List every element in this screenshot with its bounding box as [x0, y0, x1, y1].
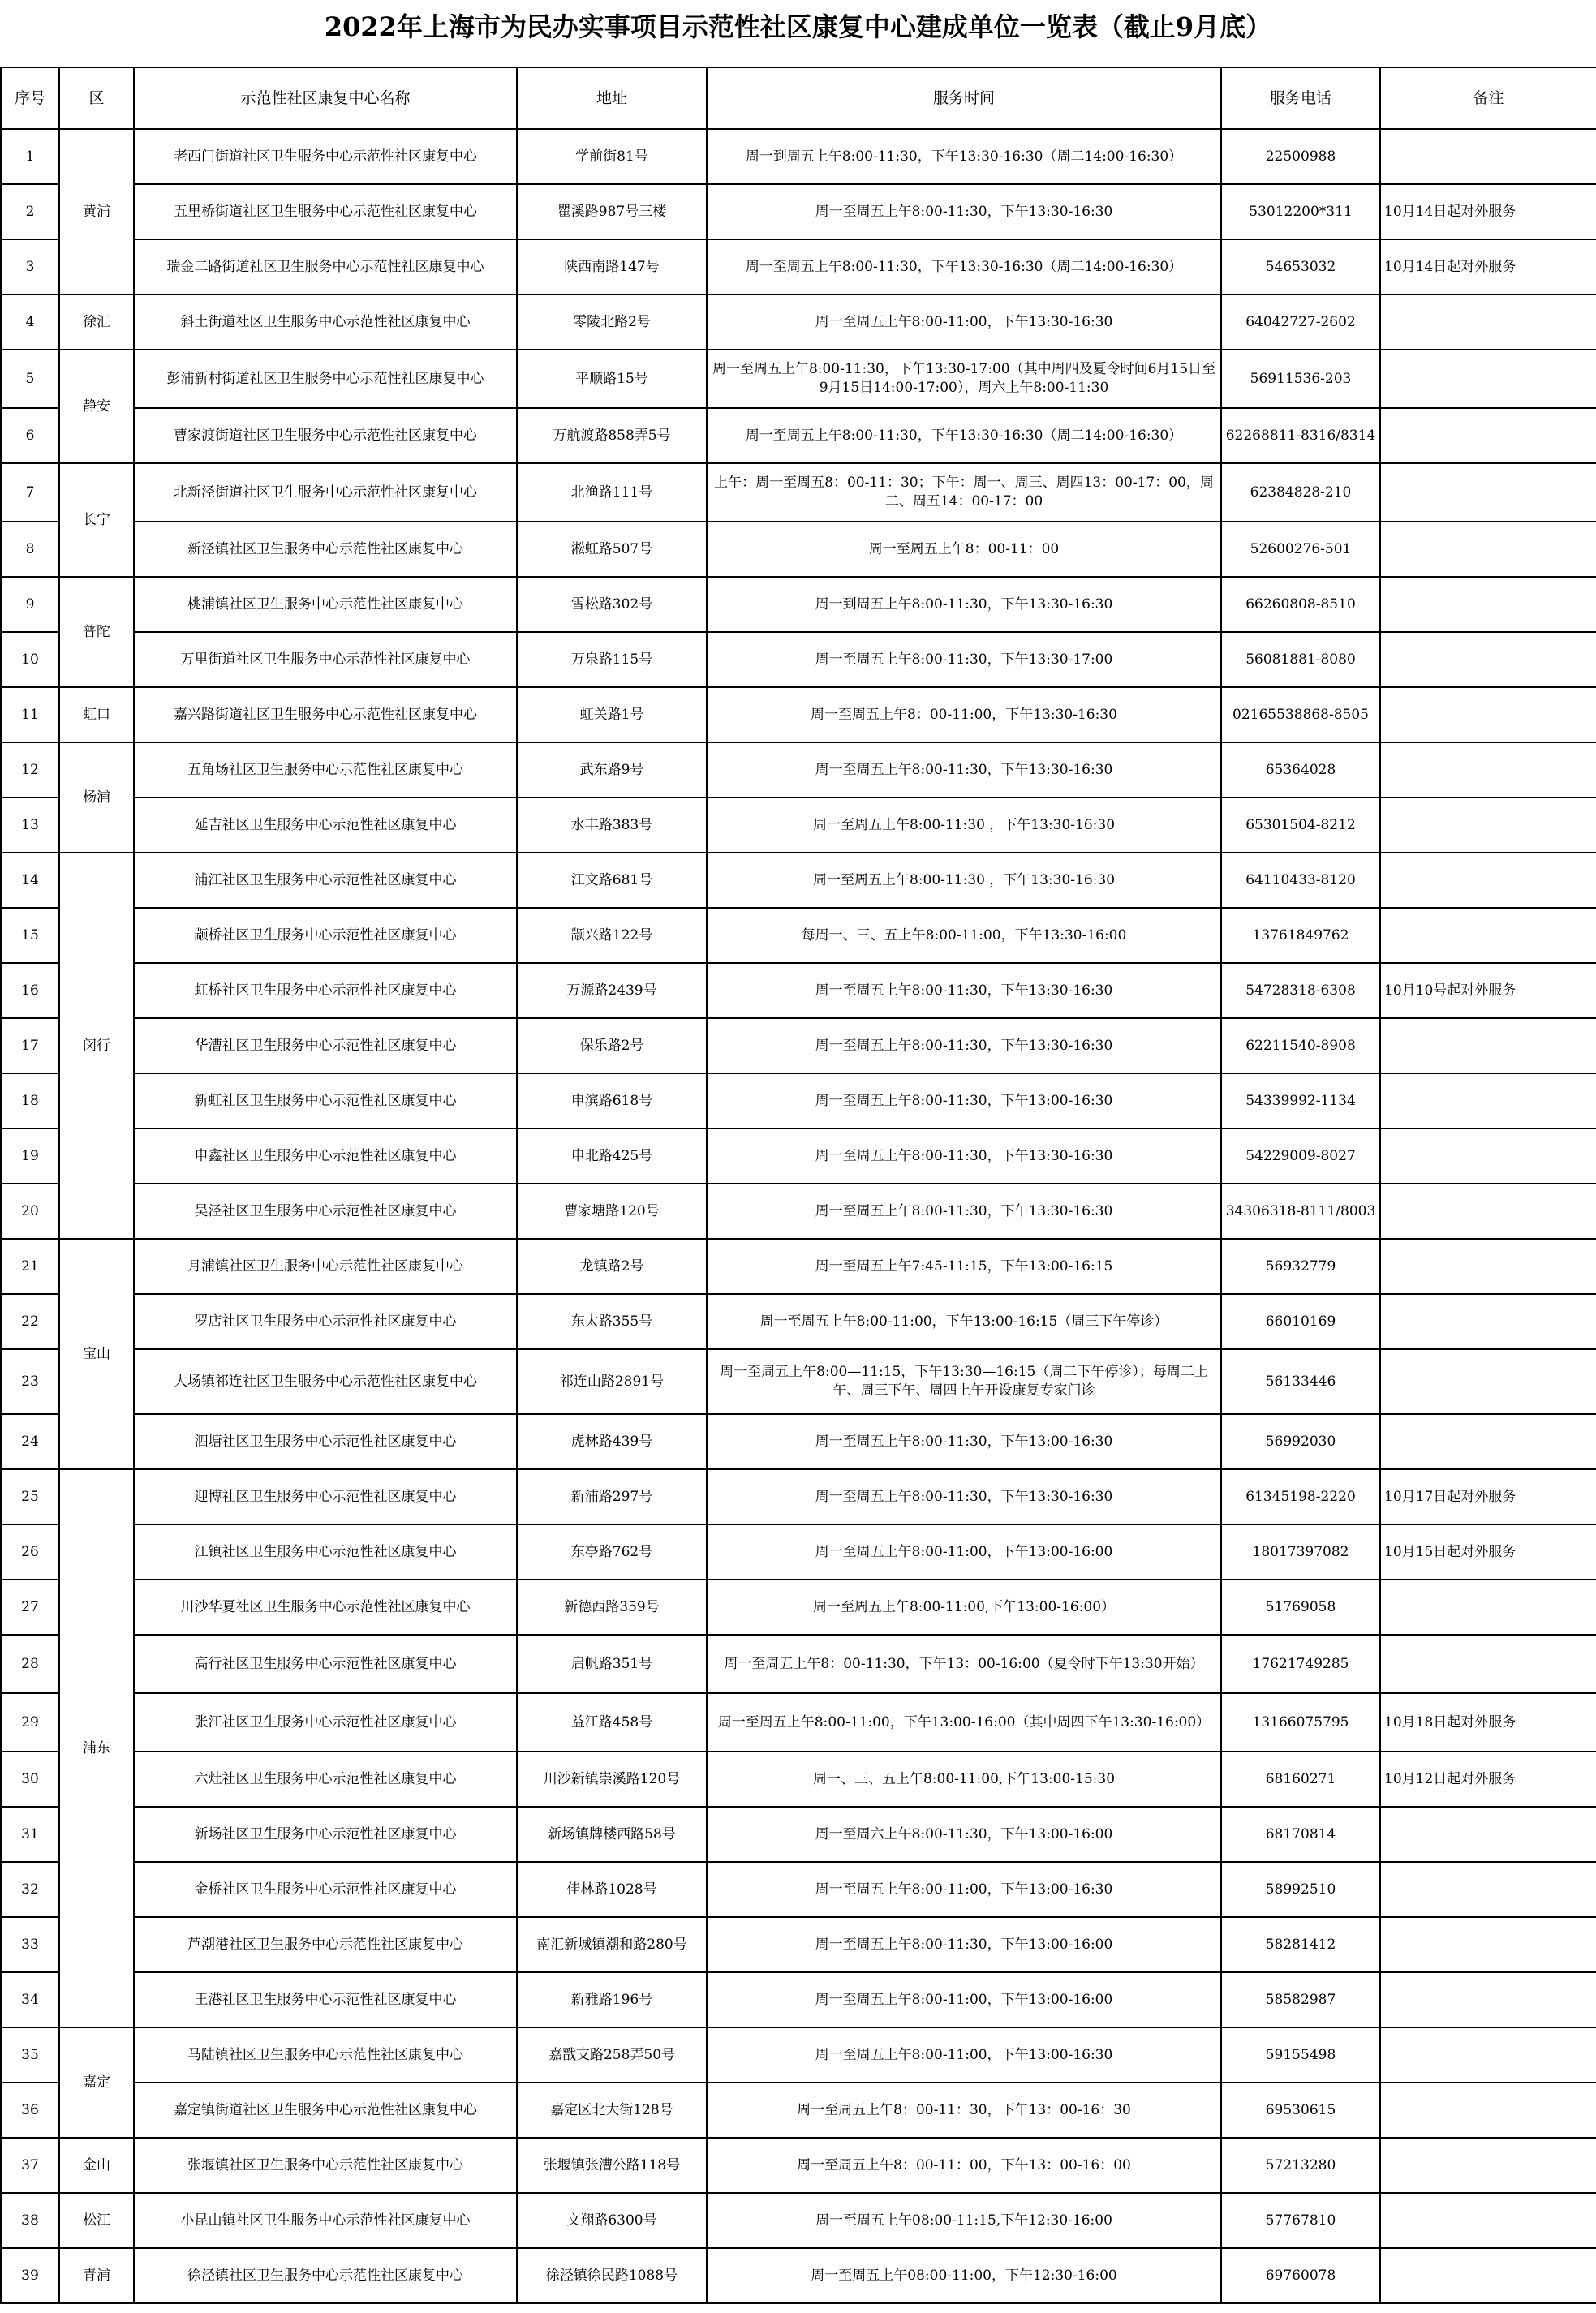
- row-center-name: 吴泾社区卫生服务中心示范性社区康复中心: [134, 1184, 517, 1239]
- table-row: [1, 1752, 1596, 1807]
- row-phone: 53012200*311: [1221, 184, 1380, 239]
- row-center-name: 嘉兴路街道社区卫生服务中心示范性社区康复中心: [134, 687, 517, 742]
- row-note: [1380, 853, 1596, 908]
- row-center-name: 北新泾街道社区卫生服务中心示范性社区康复中心: [134, 463, 517, 522]
- table-row: [1, 522, 1596, 577]
- header-phone: 服务电话: [1221, 67, 1380, 129]
- row-address: 申滨路618号: [517, 1073, 707, 1129]
- table-row: [1, 350, 1596, 408]
- row-note: [1380, 1349, 1596, 1414]
- row-phone: 54653032: [1221, 239, 1380, 294]
- row-address: 颛兴路122号: [517, 908, 707, 963]
- row-phone: 65364028: [1221, 742, 1380, 798]
- row-address: 新德西路359号: [517, 1580, 707, 1635]
- row-center-name: 嘉定镇街道社区卫生服务中心示范性社区康复中心: [134, 2083, 517, 2138]
- table-row: [1, 1972, 1596, 2027]
- row-service-hours: 周一至周五上午8:00-11:30，下午13:30-16:30: [707, 963, 1221, 1018]
- row-seq: 38: [1, 2193, 59, 2248]
- row-seq: 10: [1, 632, 59, 687]
- row-district: 长宁: [59, 463, 134, 577]
- row-service-hours: 周一至周五上午8:00—11:15，下午13:30—16:15（周二下午停诊）；每周二上午、周三下午、周四上午开设康复专家门诊: [707, 1349, 1221, 1414]
- table-row: [1, 2193, 1596, 2248]
- row-address: 新雅路196号: [517, 1972, 707, 2027]
- row-address: 南汇新城镇潮和路280号: [517, 1917, 707, 1972]
- row-phone: 61345198-2220: [1221, 1469, 1380, 1524]
- row-seq: 19: [1, 1129, 59, 1184]
- row-address: 万航渡路858弄5号: [517, 408, 707, 463]
- row-service-hours: 周一至周五上午8:00-11:30 ，下午13:30-16:30: [707, 798, 1221, 853]
- row-seq: 31: [1, 1807, 59, 1862]
- table-row: [1, 908, 1596, 963]
- row-note: [1380, 2083, 1596, 2138]
- row-district: 徐汇: [59, 294, 134, 350]
- row-seq: 3: [1, 239, 59, 294]
- row-note: 10月17日起对外服务: [1380, 1469, 1596, 1524]
- header-note: 备注: [1380, 67, 1596, 129]
- table-row: [1, 1184, 1596, 1239]
- row-address: 虹关路1号: [517, 687, 707, 742]
- row-seq: 21: [1, 1239, 59, 1294]
- row-service-hours: 周一至周五上午8:00-11:00，下午13:00-16:00（其中周四下午13:30-16:00）: [707, 1693, 1221, 1752]
- row-center-name: 新虹社区卫生服务中心示范性社区康复中心: [134, 1073, 517, 1129]
- header-center-name: 示范性社区康复中心名称: [134, 67, 517, 129]
- row-service-hours: 周一至周五上午08:00-11:15,下午12:30-16:00: [707, 2193, 1221, 2248]
- row-seq: 27: [1, 1580, 59, 1635]
- table-row: [1, 239, 1596, 294]
- row-note: 10月18日起对外服务: [1380, 1693, 1596, 1752]
- row-address: 川沙新镇崇溪路120号: [517, 1752, 707, 1807]
- row-address: 新场镇牌楼西路58号: [517, 1807, 707, 1862]
- row-center-name: 彭浦新村街道社区卫生服务中心示范性社区康复中心: [134, 350, 517, 408]
- row-seq: 4: [1, 294, 59, 350]
- row-service-hours: 上午：周一至周五8：00-11：30；下午：周一、周三、周四13：00-17：00，周二、周五14：00-17：00: [707, 463, 1221, 522]
- header-service-hours: 服务时间: [707, 67, 1221, 129]
- row-address: 淞虹路507号: [517, 522, 707, 577]
- table-row: [1, 408, 1596, 463]
- table-row: [1, 1239, 1596, 1294]
- row-phone: 62211540-8908: [1221, 1018, 1380, 1073]
- table-row: [1, 1693, 1596, 1752]
- row-service-hours: 周一、三、五上午8:00-11:00,下午13:00-15:30: [707, 1752, 1221, 1807]
- row-seq: 29: [1, 1693, 59, 1752]
- table-row: [1, 184, 1596, 239]
- row-note: [1380, 350, 1596, 408]
- row-phone: 58281412: [1221, 1917, 1380, 1972]
- row-center-name: 小昆山镇社区卫生服务中心示范性社区康复中心: [134, 2193, 517, 2248]
- table-row: [1, 1524, 1596, 1580]
- table-row: [1, 963, 1596, 1018]
- row-seq: 30: [1, 1752, 59, 1807]
- row-service-hours: 周一至周五上午8：00-11：30，下午13：00-16：30: [707, 2083, 1221, 2138]
- row-phone: 58992510: [1221, 1862, 1380, 1917]
- row-address: 嘉戬支路258弄50号: [517, 2027, 707, 2083]
- row-district: 金山: [59, 2138, 134, 2193]
- row-note: [1380, 1414, 1596, 1469]
- row-address: 启帆路351号: [517, 1635, 707, 1693]
- row-center-name: 徐泾镇社区卫生服务中心示范性社区康复中心: [134, 2248, 517, 2303]
- row-phone: 56911536-203: [1221, 350, 1380, 408]
- row-address: 张堰镇张漕公路118号: [517, 2138, 707, 2193]
- row-seq: 16: [1, 963, 59, 1018]
- row-service-hours: 周一至周五上午8:00-11:30 ，下午13:30-16:30: [707, 853, 1221, 908]
- row-address: 万泉路115号: [517, 632, 707, 687]
- row-seq: 23: [1, 1349, 59, 1414]
- row-phone: 56992030: [1221, 1414, 1380, 1469]
- row-note: [1380, 1580, 1596, 1635]
- row-service-hours: 周一至周五上午08:00-11:00，下午12:30-16:00: [707, 2248, 1221, 2303]
- row-center-name: 六灶社区卫生服务中心示范性社区康复中心: [134, 1752, 517, 1807]
- row-address: 祁连山路2891号: [517, 1349, 707, 1414]
- row-center-name: 浦江社区卫生服务中心示范性社区康复中心: [134, 853, 517, 908]
- row-phone: 56932779: [1221, 1239, 1380, 1294]
- row-address: 零陵北路2号: [517, 294, 707, 350]
- row-service-hours: 周一至周五上午8:00-11:00，下午13:00-16:00: [707, 1524, 1221, 1580]
- row-center-name: 五角场社区卫生服务中心示范性社区康复中心: [134, 742, 517, 798]
- row-center-name: 华漕社区卫生服务中心示范性社区康复中心: [134, 1018, 517, 1073]
- row-service-hours: 每周一、三、五上午8:00-11:00，下午13:30-16:00: [707, 908, 1221, 963]
- row-service-hours: 周一至周六上午8:00-11:30，下午13:00-16:00: [707, 1807, 1221, 1862]
- row-address: 保乐路2号: [517, 1018, 707, 1073]
- row-center-name: 颛桥社区卫生服务中心示范性社区康复中心: [134, 908, 517, 963]
- row-note: [1380, 687, 1596, 742]
- row-center-name: 高行社区卫生服务中心示范性社区康复中心: [134, 1635, 517, 1693]
- row-service-hours: 周一至周五上午8:00-11:00，下午13:30-16:30: [707, 294, 1221, 350]
- row-address: 文翔路6300号: [517, 2193, 707, 2248]
- row-seq: 36: [1, 2083, 59, 2138]
- row-phone: 13166075795: [1221, 1693, 1380, 1752]
- row-phone: 57213280: [1221, 2138, 1380, 2193]
- row-seq: 39: [1, 2248, 59, 2303]
- row-service-hours: 周一至周五上午8：00-11:30，下午13：00-16:00（夏令时下午13:30开始）: [707, 1635, 1221, 1693]
- table-row: [1, 742, 1596, 798]
- table-row: [1, 1073, 1596, 1129]
- row-seq: 7: [1, 463, 59, 522]
- row-note: [1380, 2027, 1596, 2083]
- row-district: 浦东: [59, 1469, 134, 2027]
- row-center-name: 曹家渡街道社区卫生服务中心示范性社区康复中心: [134, 408, 517, 463]
- row-service-hours: 周一至周五上午8:00-11:30，下午13:30-16:30: [707, 184, 1221, 239]
- row-seq: 9: [1, 577, 59, 632]
- row-center-name: 延吉社区卫生服务中心示范性社区康复中心: [134, 798, 517, 853]
- row-seq: 2: [1, 184, 59, 239]
- row-service-hours: 周一至周五上午8:00-11:30，下午13:30-16:30（周二14:00-16:30）: [707, 239, 1221, 294]
- row-phone: 66010169: [1221, 1294, 1380, 1349]
- row-center-name: 斜土街道社区卫生服务中心示范性社区康复中心: [134, 294, 517, 350]
- row-seq: 14: [1, 853, 59, 908]
- row-address: 平顺路15号: [517, 350, 707, 408]
- row-service-hours: 周一至周五上午8：00-11:00，下午13:30-16:30: [707, 687, 1221, 742]
- row-phone: 57767810: [1221, 2193, 1380, 2248]
- row-district: 静安: [59, 350, 134, 463]
- row-center-name: 月浦镇社区卫生服务中心示范性社区康复中心: [134, 1239, 517, 1294]
- row-district: 黄浦: [59, 129, 134, 294]
- row-note: 10月14日起对外服务: [1380, 184, 1596, 239]
- row-note: [1380, 1807, 1596, 1862]
- row-address: 嘉定区北大街128号: [517, 2083, 707, 2138]
- table-header-row: [1, 67, 1596, 129]
- row-phone: 54229009-8027: [1221, 1129, 1380, 1184]
- row-phone: 54339992-1134: [1221, 1073, 1380, 1129]
- row-service-hours: 周一至周五上午8:00-11:00，下午13:00-16:00: [707, 1972, 1221, 2027]
- row-service-hours: 周一至周五上午8:00-11:30，下午13:30-16:30: [707, 1018, 1221, 1073]
- row-center-name: 瑞金二路街道社区卫生服务中心示范性社区康复中心: [134, 239, 517, 294]
- row-center-name: 金桥社区卫生服务中心示范性社区康复中心: [134, 1862, 517, 1917]
- row-address: 曹家塘路120号: [517, 1184, 707, 1239]
- table-row: [1, 1635, 1596, 1693]
- row-address: 新浦路297号: [517, 1469, 707, 1524]
- row-seq: 13: [1, 798, 59, 853]
- row-seq: 11: [1, 687, 59, 742]
- row-address: 水丰路383号: [517, 798, 707, 853]
- row-service-hours: 周一至周五上午8:00-11:30，下午13:30-16:30: [707, 1469, 1221, 1524]
- row-phone: 54728318-6308: [1221, 963, 1380, 1018]
- row-seq: 24: [1, 1414, 59, 1469]
- row-note: [1380, 294, 1596, 350]
- table-row: [1, 1129, 1596, 1184]
- row-address: 陕西南路147号: [517, 239, 707, 294]
- row-service-hours: 周一至周五上午8：00-11：00: [707, 522, 1221, 577]
- row-phone: 02165538868-8505: [1221, 687, 1380, 742]
- table-row: [1, 1917, 1596, 1972]
- row-service-hours: 周一至周五上午8:00-11:30，下午13:00-16:30: [707, 1073, 1221, 1129]
- row-center-name: 张堰镇社区卫生服务中心示范性社区康复中心: [134, 2138, 517, 2193]
- row-phone: 56133446: [1221, 1349, 1380, 1414]
- row-note: [1380, 2138, 1596, 2193]
- row-seq: 28: [1, 1635, 59, 1693]
- table-row: [1, 1469, 1596, 1524]
- row-service-hours: 周一至周五上午8:00-11:30，下午13:30-17:00（其中周四及夏令时间6月15日至9月15日14:00-17:00），周六上午8:00-11:30: [707, 350, 1221, 408]
- row-address: 瞿溪路987号三楼: [517, 184, 707, 239]
- row-note: [1380, 1294, 1596, 1349]
- table-row: [1, 1294, 1596, 1349]
- row-center-name: 申鑫社区卫生服务中心示范性社区康复中心: [134, 1129, 517, 1184]
- row-note: 10月12日起对外服务: [1380, 1752, 1596, 1807]
- table-row: [1, 294, 1596, 350]
- table-body: [1, 129, 1596, 2303]
- header-address: 地址: [517, 67, 707, 129]
- table-row: [1, 2138, 1596, 2193]
- row-service-hours: 周一至周五上午8:00-11:00，下午13:00-16:30: [707, 1862, 1221, 1917]
- row-seq: 35: [1, 2027, 59, 2083]
- table-row: [1, 798, 1596, 853]
- row-district: 嘉定: [59, 2027, 134, 2138]
- row-address: 虎林路439号: [517, 1414, 707, 1469]
- row-address: 徐泾镇徐民路1088号: [517, 2248, 707, 2303]
- row-phone: 64042727-2602: [1221, 294, 1380, 350]
- row-center-name: 大场镇祁连社区卫生服务中心示范性社区康复中心: [134, 1349, 517, 1414]
- row-district: 杨浦: [59, 742, 134, 853]
- row-phone: 34306318-8111/8003: [1221, 1184, 1380, 1239]
- row-service-hours: 周一至周五上午8:00-11:30，下午13:00-16:30: [707, 1414, 1221, 1469]
- row-phone: 62384828-210: [1221, 463, 1380, 522]
- row-seq: 33: [1, 1917, 59, 1972]
- row-address: 万源路2439号: [517, 963, 707, 1018]
- row-district: 宝山: [59, 1239, 134, 1469]
- row-center-name: 张江社区卫生服务中心示范性社区康复中心: [134, 1693, 517, 1752]
- row-seq: 12: [1, 742, 59, 798]
- row-phone: 66260808-8510: [1221, 577, 1380, 632]
- table-row: [1, 687, 1596, 742]
- row-seq: 32: [1, 1862, 59, 1917]
- row-note: [1380, 2248, 1596, 2303]
- row-seq: 34: [1, 1972, 59, 2027]
- row-note: [1380, 408, 1596, 463]
- row-district: 松江: [59, 2193, 134, 2248]
- row-note: [1380, 2193, 1596, 2248]
- row-phone: 13761849762: [1221, 908, 1380, 963]
- row-phone: 22500988: [1221, 129, 1380, 184]
- page-title: 2022年上海市为民办实事项目示范性社区康复中心建成单位一览表（截止9月底）: [324, 11, 1272, 42]
- table-row: [1, 2083, 1596, 2138]
- row-phone: 18017397082: [1221, 1524, 1380, 1580]
- row-note: [1380, 1862, 1596, 1917]
- row-seq: 20: [1, 1184, 59, 1239]
- row-center-name: 虹桥社区卫生服务中心示范性社区康复中心: [134, 963, 517, 1018]
- table-row: [1, 632, 1596, 687]
- row-address: 武东路9号: [517, 742, 707, 798]
- row-seq: 6: [1, 408, 59, 463]
- row-note: [1380, 1018, 1596, 1073]
- row-seq: 5: [1, 350, 59, 408]
- row-address: 北渔路111号: [517, 463, 707, 522]
- row-service-hours: 周一至周五上午8:00-11:30，下午13:30-16:30: [707, 742, 1221, 798]
- row-note: [1380, 1635, 1596, 1693]
- row-address: 东太路355号: [517, 1294, 707, 1349]
- row-note: [1380, 632, 1596, 687]
- row-phone: 59155498: [1221, 2027, 1380, 2083]
- row-note: [1380, 577, 1596, 632]
- row-note: 10月15日起对外服务: [1380, 1524, 1596, 1580]
- row-note: [1380, 908, 1596, 963]
- row-center-name: 五里桥街道社区卫生服务中心示范性社区康复中心: [134, 184, 517, 239]
- row-note: [1380, 1129, 1596, 1184]
- row-service-hours: 周一至周五上午8:00-11:00，下午13:00-16:15（周三下午停诊）: [707, 1294, 1221, 1349]
- row-note: [1380, 1239, 1596, 1294]
- table-row: [1, 1018, 1596, 1073]
- row-seq: 15: [1, 908, 59, 963]
- row-note: [1380, 129, 1596, 184]
- row-phone: 68170814: [1221, 1807, 1380, 1862]
- row-phone: 68160271: [1221, 1752, 1380, 1807]
- table-row: [1, 1349, 1596, 1414]
- row-note: [1380, 1184, 1596, 1239]
- row-service-hours: 周一至周五上午8:00-11:30，下午13:30-17:00: [707, 632, 1221, 687]
- row-phone: 56081881-8080: [1221, 632, 1380, 687]
- row-address: 益江路458号: [517, 1693, 707, 1752]
- row-phone: 64110433-8120: [1221, 853, 1380, 908]
- row-service-hours: 周一至周五上午8:00-11:30，下午13:30-16:30（周二14:00-16:30）: [707, 408, 1221, 463]
- table-row: [1, 1414, 1596, 1469]
- table-row: [1, 463, 1596, 522]
- row-center-name: 江镇社区卫生服务中心示范性社区康复中心: [134, 1524, 517, 1580]
- row-phone: 69530615: [1221, 2083, 1380, 2138]
- row-district: 虹口: [59, 687, 134, 742]
- row-service-hours: 周一到周五上午8:00-11:30，下午13:30-16:30: [707, 577, 1221, 632]
- row-address: 佳林路1028号: [517, 1862, 707, 1917]
- table-row: [1, 577, 1596, 632]
- row-center-name: 王港社区卫生服务中心示范性社区康复中心: [134, 1972, 517, 2027]
- row-district: 闵行: [59, 853, 134, 1239]
- row-center-name: 新场社区卫生服务中心示范性社区康复中心: [134, 1807, 517, 1862]
- row-center-name: 迎博社区卫生服务中心示范性社区康复中心: [134, 1469, 517, 1524]
- table-row: [1, 1807, 1596, 1862]
- row-district: 普陀: [59, 577, 134, 687]
- header-seq: 序号: [1, 67, 59, 129]
- row-center-name: 老西门街道社区卫生服务中心示范性社区康复中心: [134, 129, 517, 184]
- row-center-name: 芦潮港社区卫生服务中心示范性社区康复中心: [134, 1917, 517, 1972]
- row-note: [1380, 1917, 1596, 1972]
- row-note: 10月14日起对外服务: [1380, 239, 1596, 294]
- row-service-hours: 周一至周五上午8:00-11:00，下午13:00-16:30: [707, 2027, 1221, 2083]
- row-note: [1380, 1972, 1596, 2027]
- row-note: [1380, 798, 1596, 853]
- row-note: [1380, 522, 1596, 577]
- row-service-hours: 周一至周五上午8:00-11:00,下午13:00-16:00）: [707, 1580, 1221, 1635]
- row-seq: 26: [1, 1524, 59, 1580]
- table-row: [1, 2027, 1596, 2083]
- row-seq: 25: [1, 1469, 59, 1524]
- row-center-name: 新泾镇社区卫生服务中心示范性社区康复中心: [134, 522, 517, 577]
- row-address: 东亭路762号: [517, 1524, 707, 1580]
- table-row: [1, 1580, 1596, 1635]
- row-service-hours: 周一至周五上午8：00-11：00，下午13：00-16：00: [707, 2138, 1221, 2193]
- row-phone: 52600276-501: [1221, 522, 1380, 577]
- row-center-name: 川沙华夏社区卫生服务中心示范性社区康复中心: [134, 1580, 517, 1635]
- row-center-name: 桃浦镇社区卫生服务中心示范性社区康复中心: [134, 577, 517, 632]
- rehab-center-table: [0, 67, 1596, 2304]
- row-address: 学前街81号: [517, 129, 707, 184]
- table-row: [1, 1862, 1596, 1917]
- row-seq: 1: [1, 129, 59, 184]
- table-row: [1, 129, 1596, 184]
- header-district: 区: [59, 67, 134, 129]
- row-phone: 62268811-8316/8314: [1221, 408, 1380, 463]
- row-seq: 17: [1, 1018, 59, 1073]
- row-phone: 65301504-8212: [1221, 798, 1380, 853]
- row-address: 江文路681号: [517, 853, 707, 908]
- row-service-hours: 周一至周五上午8:00-11:30，下午13:30-16:30: [707, 1184, 1221, 1239]
- row-service-hours: 周一至周五上午8:00-11:30，下午13:00-16:00: [707, 1917, 1221, 1972]
- row-service-hours: 周一至周五上午7:45-11:15，下午13:00-16:15: [707, 1239, 1221, 1294]
- table-row: [1, 2248, 1596, 2303]
- row-center-name: 罗店社区卫生服务中心示范性社区康复中心: [134, 1294, 517, 1349]
- row-service-hours: 周一到周五上午8:00-11:30，下午13:30-16:30（周二14:00-16:30）: [707, 129, 1221, 184]
- row-district: 青浦: [59, 2248, 134, 2303]
- row-address: 龙镇路2号: [517, 1239, 707, 1294]
- row-phone: 51769058: [1221, 1580, 1380, 1635]
- row-phone: 58582987: [1221, 1972, 1380, 2027]
- row-seq: 8: [1, 522, 59, 577]
- row-note: [1380, 742, 1596, 798]
- row-service-hours: 周一至周五上午8:00-11:30，下午13:30-16:30: [707, 1129, 1221, 1184]
- row-seq: 18: [1, 1073, 59, 1129]
- row-note: [1380, 463, 1596, 522]
- row-center-name: 万里街道社区卫生服务中心示范性社区康复中心: [134, 632, 517, 687]
- table-row: [1, 853, 1596, 908]
- row-note: 10月10号起对外服务: [1380, 963, 1596, 1018]
- row-seq: 22: [1, 1294, 59, 1349]
- row-center-name: 马陆镇社区卫生服务中心示范性社区康复中心: [134, 2027, 517, 2083]
- row-phone: 17621749285: [1221, 1635, 1380, 1693]
- row-center-name: 泗塘社区卫生服务中心示范性社区康复中心: [134, 1414, 517, 1469]
- row-address: 雪松路302号: [517, 577, 707, 632]
- row-note: [1380, 1073, 1596, 1129]
- row-phone: 69760078: [1221, 2248, 1380, 2303]
- row-seq: 37: [1, 2138, 59, 2193]
- row-address: 申北路425号: [517, 1129, 707, 1184]
